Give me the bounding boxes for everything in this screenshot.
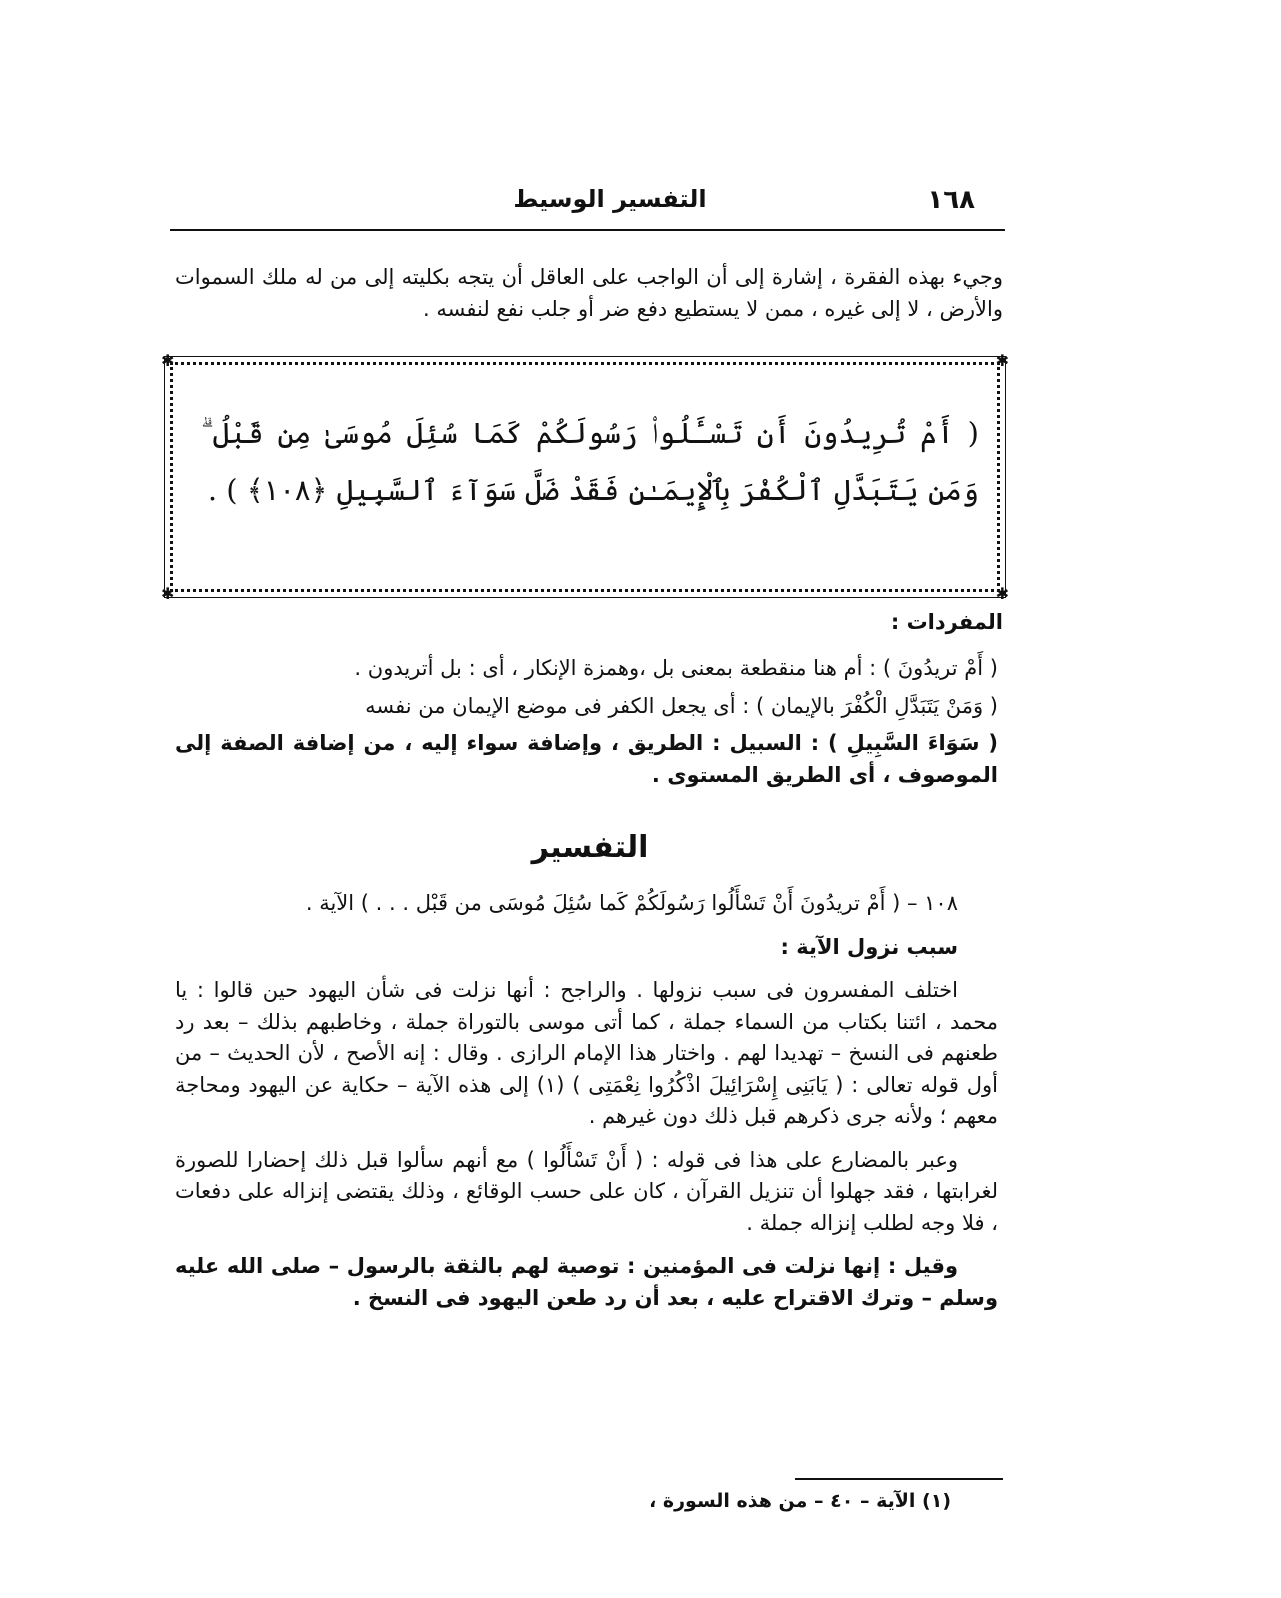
verse-box xyxy=(161,351,1009,603)
page-header xyxy=(170,185,1005,225)
section-heading: التفسير xyxy=(531,830,649,865)
vocabulary-item: ( سَوَاءَ السَّبِيلِ ) : السبيل : الطريق ، وإضافة سواء إليه ، من إضافة الصفة إلى الموصوف ، أى الطريق المستوى . xyxy=(175,731,998,787)
tafsir-paragraph: وعبر بالمضارع على هذا فى قوله : ( أَنْ تَسْأَلُوا ) مع أنهم سألوا قبل ذلك إحضارا للصورة لغرابتها ، فقد جهلوا أن تنزيل القرآن ، كان على حسب الوقائع ، وذلك يقتضى إنزاله على دفعات ، فلا وجه لطلب إنزاله جملة . xyxy=(175,1147,998,1235)
corner-star-icon: ✱ xyxy=(161,584,175,603)
quran-verse: ( أَمْ تُرِيدُونَ أَن تَسْـَٔلُوا۟ رَسُولَكُمْ كَمَا سُئِلَ مُوسَىٰ مِن قَبْلُ ۗ وَمَن يَتَبَدَّلِ ٱلْكُفْرَ بِٱلْإِيمَـٰنِ فَقَدْ ضَلَّ سَوَآءَ ٱلسَّبِيلِ ﴿١٠٨﴾ ) . xyxy=(201,416,979,507)
footnote: (١) الآية – ٤٠ – من هذه السورة ، xyxy=(649,1490,951,1512)
verse-reference: ١٠٨ – ( أَمْ تريدُونَ أَنْ تَسْأَلُوا رَسُولَكُمْ كَما سُئِلَ مُوسَى من قَبْل . . . ) الآية . xyxy=(305,891,958,915)
vocabulary-item: ( وَمَنْ يَتَبَدَّلِ الْكُفْرَ بالإيمان ) : أى يجعل الكفر فى موضع الإيمان من نفسه xyxy=(365,693,998,718)
subheading: سبب نزول الآية : xyxy=(780,934,958,959)
footnote-rule xyxy=(795,1478,1003,1480)
corner-star-icon: ✱ xyxy=(995,584,1009,603)
vocabulary-heading: المفردات : xyxy=(890,610,1003,634)
tafsir-paragraph: اختلف المفسرون فى سبب نزولها . والراجح : أنها نزلت فى شأن اليهود حين قالوا : يا محمد ، ائتنا بكتاب من السماء جملة ، كما أتى موسى بالتوراة جملة ، وخاطبهم بذلك – بعد رد طعنهم فى النسخ – تهديدا لهم . واختار هذا الإمام الرازى . وقال : إنه الأصح ، لأن الحديث – من أول قوله تعالى : ( يَابَنِى إِسْرَائِيلَ اذْكُرُوا نِعْمَتِى ) (١) إلى هذه الآية – حكاية عن اليهود ومحاجة معهم ؛ ولأنه جرى ذكرهم قبل ذلك دون غيرهم . xyxy=(175,978,998,1128)
tafsir-body xyxy=(175,888,998,1326)
intro-paragraph: وجيء بهذه الفقرة ، إشارة إلى أن الواجب على العاقل أن يتجه بكليته إلى من له ملك السموات والأرض ، لا إلى غيره ، ممن لا يستطيع دفع ضر أو جلب نفع لنفسه . xyxy=(175,265,1003,321)
header-rule xyxy=(170,229,1005,231)
running-title: التفسير الوسيط xyxy=(513,185,707,213)
corner-star-icon: ✱ xyxy=(995,351,1009,370)
corner-star-icon: ✱ xyxy=(161,351,175,370)
vocabulary-list xyxy=(175,653,998,797)
tafsir-paragraph: وقيل : إنها نزلت فى المؤمنين : توصية لهم بالثقة بالرسول – صلى الله عليه وسلم – وترك الاقتراح عليه ، بعد أن رد طعن اليهود فى النسخ . xyxy=(175,1254,998,1310)
page-number: ١٦٨ xyxy=(927,185,975,215)
vocabulary-item: ( أَمْ تريدُونَ ) : أم هنا منقطعة بمعنى بل ،وهمزة الإنكار ، أى : بل أتريدون . xyxy=(354,656,998,680)
